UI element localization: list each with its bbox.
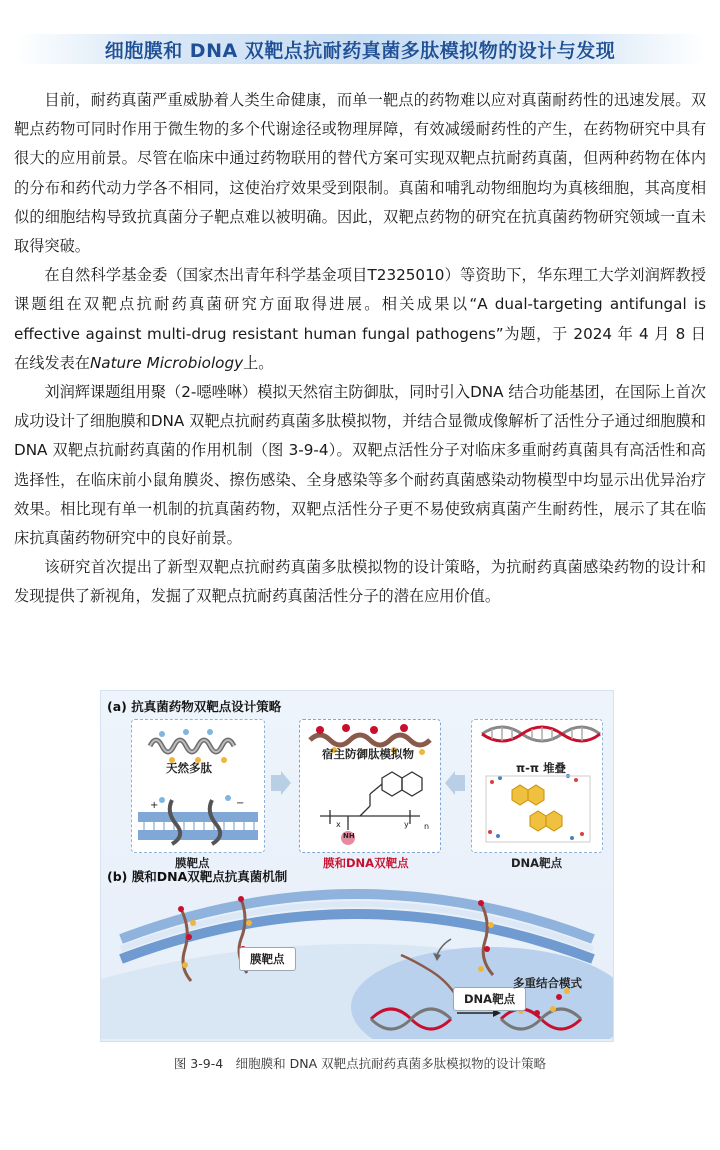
paragraph-4: 该研究首次提出了新型双靶点抗耐药真菌多肽模拟物的设计策略，为抗耐药真菌感染药物的设计和发现提供了新视角，发掘了双靶点抗耐药真菌活性分子的潜在应用价值。 <box>14 558 706 606</box>
pi-stacking-label: π-π 堆叠 <box>516 761 566 775</box>
membrane-target-tag: 膜靶点 <box>239 947 296 971</box>
panel-a-title: (a) 抗真菌药物双靶点设计策略 <box>107 699 282 714</box>
y-subscript: y <box>404 820 409 829</box>
multi-binding-label: 多重结合模式 <box>513 976 582 990</box>
svg-text:−: − <box>236 798 245 809</box>
x-subscript: x <box>336 820 341 829</box>
n-subscript: n <box>424 822 430 831</box>
dna-target-panel <box>471 719 603 853</box>
paragraph-2 <box>14 261 706 378</box>
mechanism-illustration <box>101 889 613 1039</box>
natural-peptide-illustration <box>132 720 264 852</box>
paragraph-2-end: 上。 <box>243 353 274 372</box>
dna-target-label: DNA靶点 <box>511 856 563 870</box>
title-bar <box>14 34 706 64</box>
panel-b-title: (b) 膜和DNA双靶点抗真菌机制 <box>107 869 288 884</box>
natural-peptide-label: 天然多肽 <box>166 761 212 775</box>
figure-3-9-4 <box>100 690 614 1042</box>
mimic-structure-illustration <box>300 720 440 852</box>
dual-target-label: 膜和DNA双靶点 <box>323 856 409 870</box>
mimic-panel <box>299 719 441 853</box>
paragraph-3: 刘润辉课题组用聚（2-噁唑啉）模拟天然宿主防御肽，同时引入DNA 结合功能基团，在国际上首次成功设计了细胞膜和DNA 双靶点抗耐药真菌多肽模拟物，并结合显微成像解析了活性分子通过细胞膜和DNA 双靶点抗耐药真菌的作用机制（图 3-9-4）。双靶点活性分子对临床多重耐药真菌具有高活性和高选择性，在临床前小鼠角膜炎、擦伤感染、全身感染等多个耐药真菌感染动物模型中均显示出优异治疗效果。相比现有单一机制的抗真菌药物，双靶点活性分子更不易使致病真菌产生耐药性，展示了其在临床抗真菌药物研究中的良好前景。 <box>14 383 706 548</box>
paragraph-1: 目前，耐药真菌严重威胁着人类生命健康，而单一靶点的药物难以应对真菌耐药性的迅速发展。双靶点药物可同时作用于微生物的多个代谢途径或物理屏障，有效减缓耐药性的产生，在药物研究中具有很大的应用前景。尽管在临床中通过药物联用的替代方案可实现双靶点抗耐药真菌，但两种药物在体内的分布和药代动力学各不相同，这使治疗效果受到限制。真菌和哺乳动物细胞均为真核细胞，其高度相似的细胞结构导致抗真菌分子靶点难以被明确。因此，双靶点药物的研究在抗真菌药物研究领域一直未取得突破。 <box>14 91 706 256</box>
article-body <box>14 86 706 612</box>
page-title: 细胞膜和 DNA 双靶点抗耐药真菌多肽模拟物的设计与发现 <box>104 39 616 62</box>
dna-target-tag: DNA靶点 <box>453 987 526 1011</box>
svg-text:+: + <box>150 800 159 811</box>
dna-illustration <box>472 720 602 852</box>
arrow-left-icon <box>445 771 465 795</box>
natural-peptide-panel <box>131 719 265 853</box>
mimic-label: 宿主防御肽模拟物 <box>322 747 414 761</box>
journal-name: Nature Microbiology <box>89 353 244 372</box>
nh-label: NH <box>343 832 355 840</box>
arrow-right-icon <box>271 771 291 795</box>
paragraph-2-text: 在自然科学基金委（国家杰出青年科学基金项目T2325010）等资助下，华东理工大学刘润辉教授课题组在双靶点抗耐药真菌研究方面取得进展。相关成果以“A dual-targeting antifungal is effective against multi-drug resistant human fungal pathogens”为题，于 2024 年 4 月 8 日在线发表在 <box>14 266 706 372</box>
figure-caption: 图 3-9-4 细胞膜和 DNA 双靶点抗耐药真菌多肽模拟物的设计策略 <box>173 1056 547 1071</box>
membrane-target-label: 膜靶点 <box>175 856 210 870</box>
